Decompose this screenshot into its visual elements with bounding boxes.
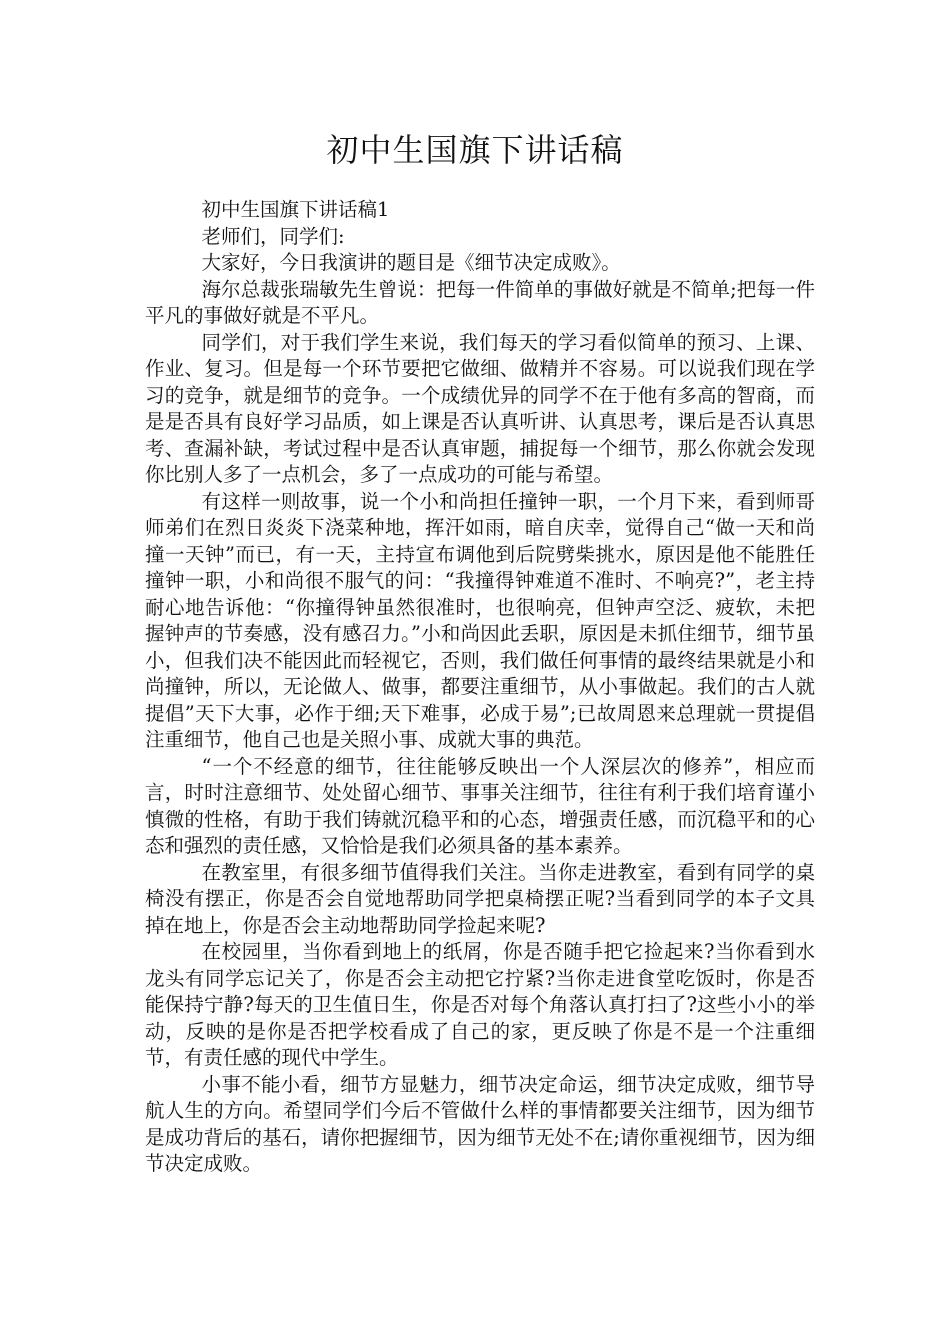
document-title: 初中生国旗下讲话稿 (326, 131, 624, 169)
paragraph-5: “一个不经意的细节，往往能够反映出一个人深层次的修养”，相应而言，时时注意细节、处处留心细节、事事关注细节，往往有利于我们培育谨小慎微的性格，有助于我们铸就沉稳平和的心态，增强责任感，而沉稳平和的心态和强烈的责任感，又恰恰是我们必须具备的基本素养。 (145, 754, 815, 857)
paragraph-1: 大家好，今日我演讲的题目是《细节决定成败》。 (201, 251, 621, 274)
greeting: 老师们，同学们: (201, 224, 345, 248)
paragraph-8: 小事不能小看，细节方显魅力，细节决定命运，细节决定成败，细节导航人生的方向。希望同学们今后不管做什么样的事情都要关注细节，因为细节是成功背后的基石，请你把握细节，因为细节无处不在;请你重视细节，因为细节决定成败。 (145, 1072, 815, 1175)
paragraph-6: 在教室里，有很多细节值得我们关注。当你走进教室，看到有同学的桌椅没有摆正，你是否会自觉地帮助同学把桌椅摆正呢?当看到同学的本子文具掉在地上，你是否会主动地帮助同学捡起来呢? (145, 860, 815, 937)
subheading: 初中生国旗下讲话稿1 (201, 198, 390, 221)
paragraph-4: 有这样一则故事，说一个小和尚担任撞钟一职，一个月下来，看到师哥师弟们在烈日炎炎下浇菜种地，挥汗如雨，暗自庆幸，觉得自己“做一天和尚撞一天钟”而已，有一天，主持宣布调他到后院劈柴挑水，原因是他不能胜任撞钟一职，小和尚很不服气的问：“我撞得钟难道不准时、不响亮?”，老主持耐心地告诉他：“你撞得钟虽然很准时，也很响亮，但钟声空泛、疲软，未把握钟声的节奏感，没有感召力。”小和尚因此丢职，原因是未抓住细节，细节虽小，但我们决不能因此而轻视它，否则，我们做任何事情的最终结果就是小和尚撞钟，所以，无论做人、做事，都要注重细节，从小事做起。我们的古人就提倡”天下大事，必作于细;天下难事，必成于易”;已故周恩来总理就一贯提倡注重细节，他自己也是关照小事、成就大事的典范。 (145, 489, 815, 751)
document-body (145, 197, 815, 1178)
paragraph-3: 同学们，对于我们学生来说，我们每天的学习看似简单的预习、上课、作业、复习。但是每一个环节要把它做细、做精并不容易。可以说我们现在学习的竞争，就是细节的竞争。一个成绩优异的同学不在于他有多高的智商，而是是否具有良好学习品质，如上课是否认真听讲、认真思考，课后是否认真思考、查漏补缺，考试过程中是否认真审题，捕捉每一个细节，那么你就会发现你比别人多了一点机会，多了一点成功的可能与希望。 (145, 330, 815, 486)
paragraph-2: 海尔总裁张瑞敏先生曾说：把每一件简单的事做好就是不简单;把每一件平凡的事做好就是不平凡。 (145, 277, 815, 327)
paragraph-7: 在校园里，当你看到地上的纸屑，你是否随手把它捡起来?当你看到水龙头有同学忘记关了，你是否会主动把它拧紧?当你走进食堂吃饭时，你是否能保持宁静?每天的卫生值日生，你是否对每个角落认真打扫了?这些小小的举动，反映的是你是否把学校看成了自己的家，更反映了你是不是一个注重细节，有责任感的现代中学生。 (145, 940, 815, 1069)
